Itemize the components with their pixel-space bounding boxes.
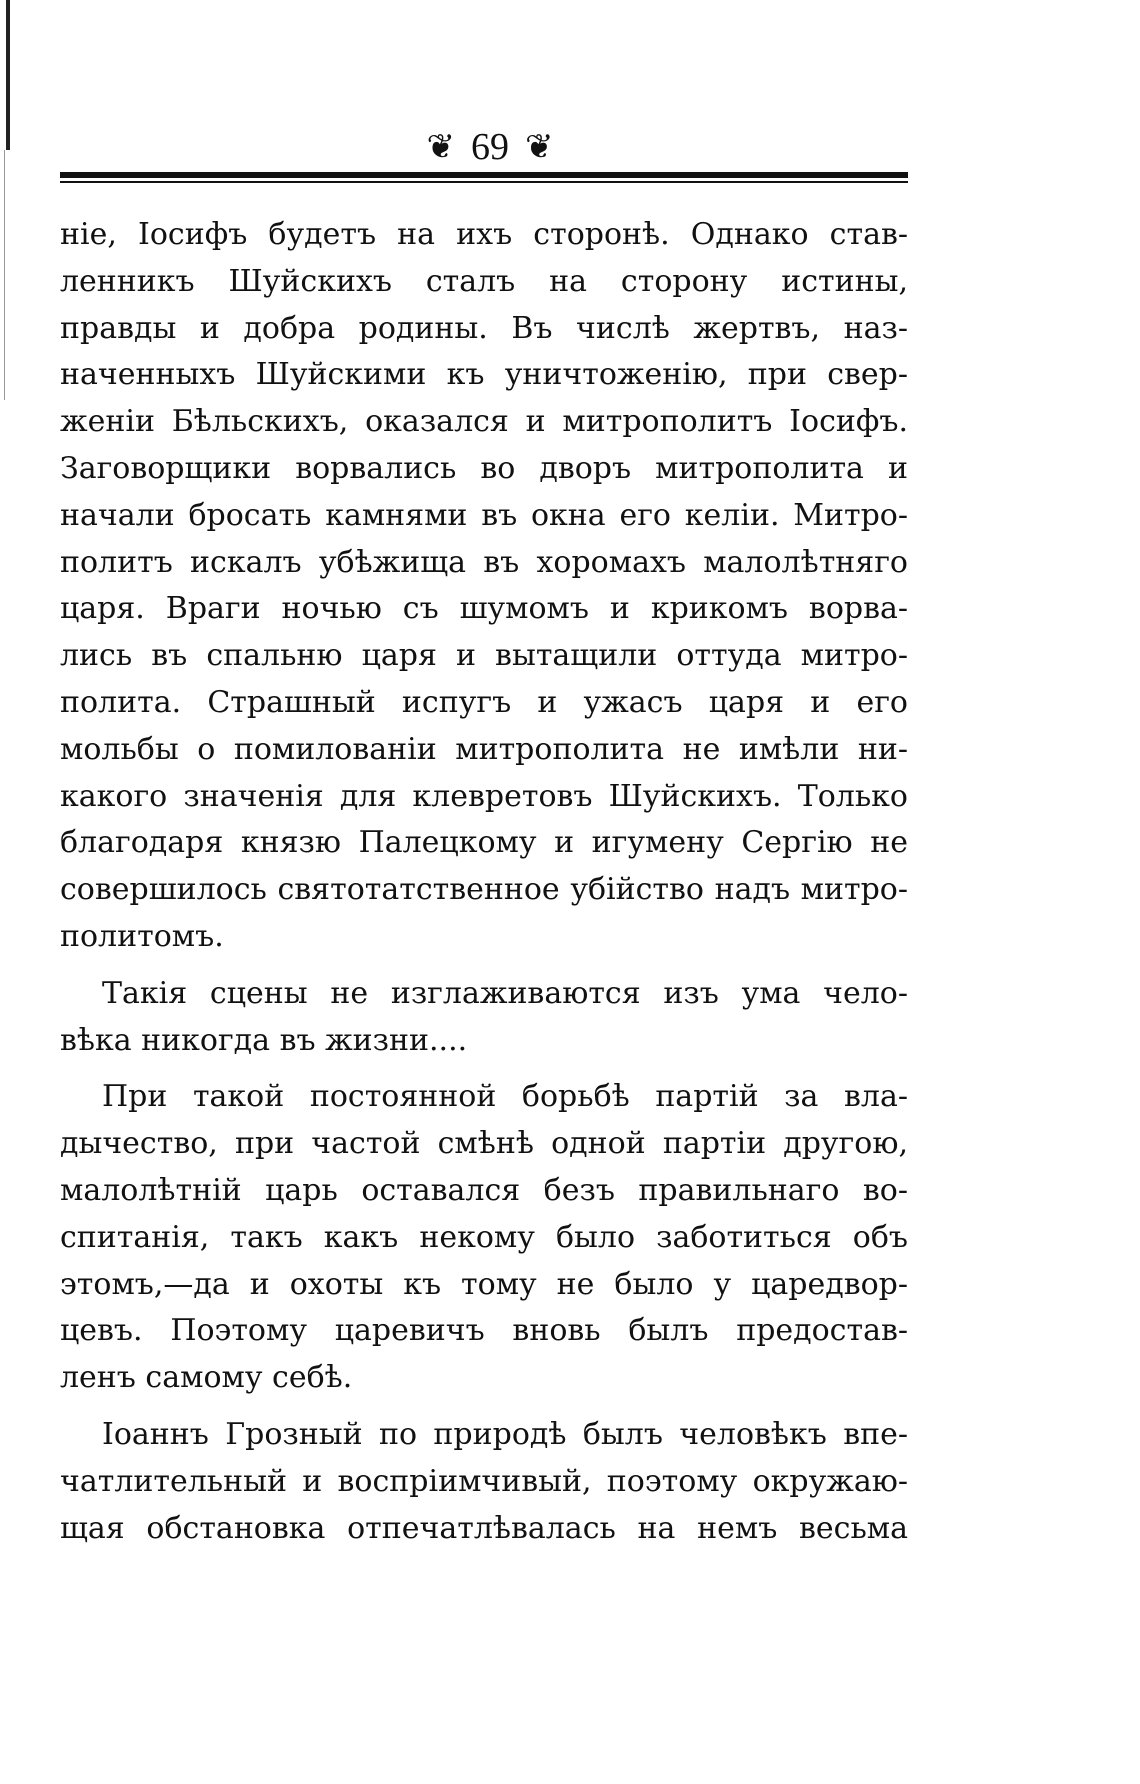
text-line: этомъ,—да и охоты къ тому не было у царедвор- bbox=[60, 1266, 908, 1302]
text-line: чатлительный и воспріимчивый, поэтому окружаю- bbox=[60, 1463, 908, 1499]
text-line: благодаря князю Палецкому и игумену Сергію не bbox=[60, 825, 908, 861]
text-line: ніе, Іосифъ будетъ на ихъ сторонѣ. Однако став- bbox=[60, 217, 908, 252]
text-line: дычество, при частой смѣнѣ одной партіи другою, bbox=[60, 1126, 908, 1162]
page-header bbox=[0, 120, 1140, 180]
text-line: ленъ самому себѣ. bbox=[60, 1360, 353, 1396]
text-line: спитанія, такъ какъ некому было заботиться объ bbox=[60, 1219, 908, 1255]
text-line: лись въ спальню царя и вытащили оттуда митро- bbox=[60, 638, 908, 674]
text-line: вѣка никогда въ жизни.... bbox=[60, 1022, 468, 1058]
text-line: мольбы о помилованіи митрополита не имѣли ни- bbox=[60, 731, 908, 767]
text-line: политъ искалъ убѣжища въ хоромахъ малолѣтняго bbox=[60, 544, 908, 580]
body-text bbox=[60, 212, 908, 1552]
text-line: наченныхъ Шуйскими къ уничтоженію, при свер- bbox=[60, 357, 908, 393]
text-line: начали бросать камнями въ окна его келіи. Митро- bbox=[60, 497, 908, 533]
paragraph-gap bbox=[60, 961, 908, 971]
text-line: малолѣтній царь оставался безъ правильнаго во- bbox=[60, 1172, 908, 1208]
text-line: правды и добра родины. Въ числѣ жертвъ, наз- bbox=[60, 310, 908, 346]
page-number: 69 bbox=[471, 126, 509, 168]
page-number-group bbox=[380, 120, 600, 174]
text-line: При такой постоянной борьбѣ партій за вла- bbox=[102, 1079, 908, 1115]
text-line: женіи Бѣльскихъ, оказался и митрополитъ Іосифъ. bbox=[60, 404, 908, 440]
paragraph-gap bbox=[60, 1064, 908, 1074]
header-rule-thick bbox=[60, 172, 908, 178]
text-line: Заговорщики ворвались во дворъ митрополита и bbox=[60, 450, 908, 486]
text-line: Іоаннъ Грозный по природѣ былъ человѣкъ впе- bbox=[102, 1416, 908, 1452]
text-line: щая обстановка отпечатлѣвалась на немъ весьма bbox=[60, 1510, 908, 1546]
fleuron-left-icon: ❦ bbox=[426, 127, 455, 167]
page-edge-mark-thin bbox=[4, 150, 5, 400]
text-line: какого значенія для клевретовъ Шуйскихъ. Только bbox=[60, 778, 908, 814]
paragraph-gap bbox=[60, 1402, 908, 1412]
text-line: цевъ. Поэтому царевичъ вновь былъ предостав- bbox=[60, 1313, 908, 1349]
text-line: ленникъ Шуйскихъ сталъ на сторону истины, bbox=[60, 263, 908, 299]
text-line: Такія сцены не изглаживаются изъ ума чело- bbox=[102, 975, 908, 1011]
fleuron-right-icon: ❦ bbox=[525, 127, 554, 167]
text-line: совершилось святотатственное убійство надъ митро- bbox=[60, 872, 908, 908]
text-line: царя. Враги ночью съ шумомъ и крикомъ ворва- bbox=[60, 591, 908, 627]
header-rule-thin bbox=[60, 181, 908, 183]
text-line: политомъ. bbox=[60, 918, 224, 954]
text-line: полита. Страшный испугъ и ужасъ царя и его bbox=[60, 684, 908, 720]
